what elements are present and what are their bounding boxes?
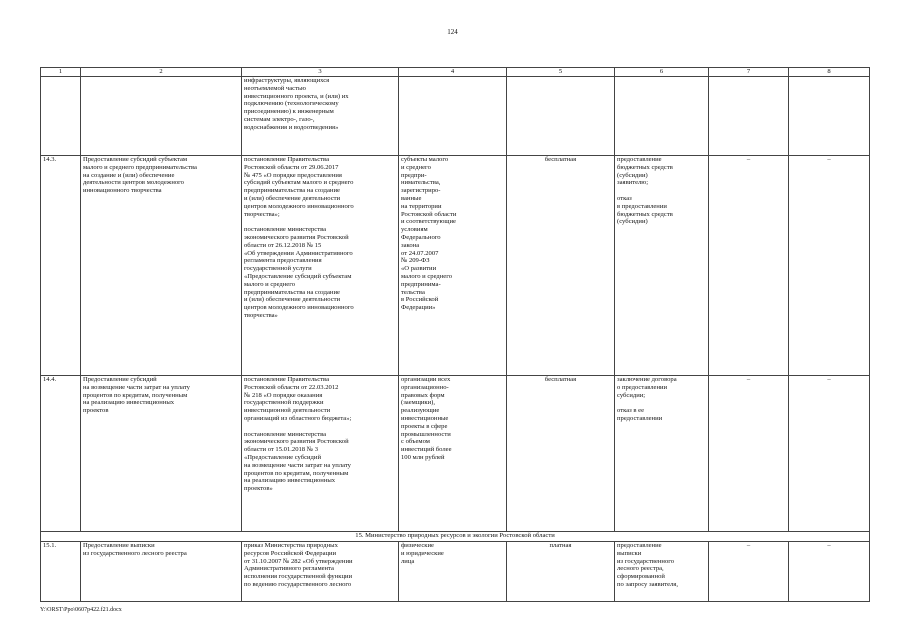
col7-cell: – [709,376,789,532]
section-row [41,532,870,542]
result-cell: предоставление бюджетных средств (субсидии) заявителю; отказ в предоставлении бюджетных средств (субсидии) [615,156,709,376]
col7-cell: – [709,542,789,602]
row-number: 15.1. [41,542,81,602]
table-row [41,542,870,602]
table-cell [41,77,81,156]
column-header: 2 [81,68,242,77]
table-cell [81,77,242,156]
column-header: 6 [615,68,709,77]
file-path-footer: Y:\ORST\Ppo\0607p422.f21.docx [40,607,122,613]
basis-cell: постановление Правительства Ростовской области от 29.06.2017 № 475 «О порядке предоставления субсидий субъектам малого и среднего предпринимательства на создание и (или) обеспечение деятельности центров молодежного инновационного творчества»; постановление министерства экономического развития Ростовской области от 26.12.2018 № 15 «Об утверждении Административного регламента предоставления государственной услуги «Предоставление субсидий субъектам малого и среднего предпринимательства на создание и (или) обеспечение деятельности центров молодежного инновационного творчества» [242,156,399,376]
column-header: 8 [789,68,870,77]
table-row [41,376,870,532]
table-cell [789,77,870,156]
table-cell [615,77,709,156]
service-name: Предоставление субсидий субъектам малого и среднего предпринимательства на создание и (или) обеспечение деятельности центров молодежного инновационного творчества [81,156,242,376]
page-number: 124 [447,28,458,36]
column-header: 1 [41,68,81,77]
table-cell [709,77,789,156]
table-cell [399,77,507,156]
recipients-cell: физические и юридические лица [399,542,507,602]
table-cell [507,77,615,156]
fee-cell: платная [507,542,615,602]
fee-cell: бесплатная [507,376,615,532]
recipients-cell: субъекты малого и среднего предпри- нимательства, зарегистриро- ванные на территории Ростовской области и соответствующие условиям Федерального закона от 24.07.2007 № 209-ФЗ «О развитии малого и среднего предпринима- тельства в Российской Федерации» [399,156,507,376]
basis-cell: инфраструктуры, являющихся неотъемлемой частью инвестиционного проекта, и (или) их подключению (технологическому присоединению) к инженерным системам электро-, газо-, водоснабжения и водоотведения» [242,77,399,156]
column-header: 5 [507,68,615,77]
column-number-row [41,68,870,77]
service-name: Предоставление субсидий на возмещение части затрат на уплату процентов по кредитам, полученным на реализацию инвестиционных проектов [81,376,242,532]
col8-cell: – [789,376,870,532]
row-number: 14.3. [41,156,81,376]
column-header: 3 [242,68,399,77]
column-header: 7 [709,68,789,77]
section-title: 15. Министерство природных ресурсов и экологии Ростовской области [41,532,870,542]
column-header: 4 [399,68,507,77]
result-cell: предоставление выписки из государственного лесного реестра, сформированной по запросу заявителя, [615,542,709,602]
result-cell: заключение договора о предоставлении субсидии; отказ в ее предоставлении [615,376,709,532]
services-table [40,67,870,602]
basis-cell: постановление Правительства Ростовской области от 22.03.2012 № 218 «О порядке оказания государственной поддержки инвестиционной деятельности организаций из областного бюджета»; постановление министерства экономического развития Ростовской области от 15.01.2018 № 3 «Предоставление субсидий на возмещение части затрат на уплату процентов по кредитам, полученным на реализацию инвестиционных проектов» [242,376,399,532]
row-number: 14.4. [41,376,81,532]
table-row-continuation [41,77,870,156]
table-row [41,156,870,376]
fee-cell: бесплатная [507,156,615,376]
service-name: Предоставление выписки из государственного лесного реестра [81,542,242,602]
basis-cell: приказ Министерства природных ресурсов Российской Федерации от 31.10.2007 № 282 «Об утверждении Административного регламента исполнения государственной функции по ведению государственного лесного [242,542,399,602]
col7-cell: – [709,156,789,376]
col8-cell: – [789,542,870,602]
col8-cell: – [789,156,870,376]
recipients-cell: организации всех организационно- правовых форм (заемщики), реализующие инвестиционные проекты в сфере промышленности с объемом инвестиций более 100 млн рублей [399,376,507,532]
